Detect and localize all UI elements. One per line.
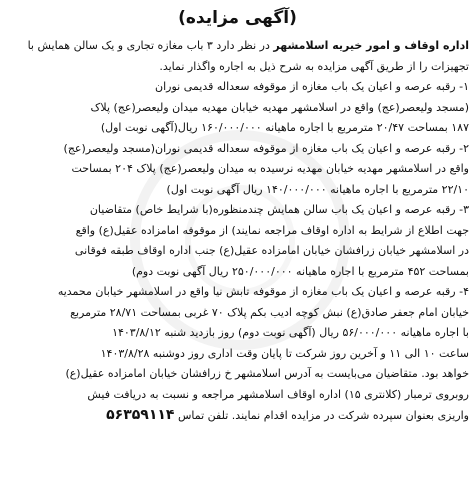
item-3-line-1: ۳- رقبه عرصه و اعیان یک باب سالن همایش چندمنظوره(با شرایط خاص) متقاضیان (89, 203, 469, 216)
item-4-line-5: خواهد بود. متقاضیان می‌بایست به آدرس اسلامشهر خ زرافشان خیابان امامزاده عقیل(ع) (65, 367, 469, 380)
item-2-line-1: ۲- رقبه عرصه و اعیان یک باب مغازه از موقوفه سعداله قدیمی نوران(مسجد ولیعصر(عج) (63, 141, 469, 155)
item-1-line-3: ۱۸۷ بمساحت ۲۰/۴۷ مترمربع با اجاره ماهیانه ۱۶۰/۰۰۰/۰۰۰ ریال(آگهی نوبت اول) (100, 121, 469, 134)
item-3-line-4: بمساحت ۴۵۲ مترمربع با اجاره ماهیانه ۲۵۰/۰۰۰/۰۰۰ ریال آگهی نوبت دوم) (131, 264, 469, 278)
item-4-line-2: خیابان امام جعفر صادق(ع) نبش کوچه ادیب بکم پلاک ۷۰ غربی بمساحت ۲۸/۷۱ مترمربع (70, 305, 469, 319)
organization-name: اداره اوقاف و امور خیریه اسلامشهر (273, 39, 469, 52)
item-4-line-6: روبروی ترمبار (کلانتری ۱۵) اداره اوقاف اسلامشهر مراجعه و نسبت به دریافت فیش (87, 387, 469, 401)
item-3-line-2: جهت اطلاع از شرایط به اداره اوقاف مراجعه نمایند) از موقوفه امامزاده عقیل(ع) واقع (75, 223, 469, 237)
item-2-line-3: ۲۲/۱۰ مترمربع با اجاره ماهیانه ۱۴۰/۰۰۰/۰۰۰ ریال آگهی نوبت اول) (166, 182, 469, 196)
intro-line-2: تجهیزات را از طریق آگهی مزایده به شرح ذیل به اجاره واگذار نماید. (159, 59, 469, 73)
intro-line-1 (6, 36, 469, 57)
phone-number: ۵۶۳۵۹۱۱۴ (106, 407, 175, 423)
item-4-line-3: با اجاره ماهیانه ۵۶/۰۰۰/۰۰۰ ریال (آگهی نوبت دوم) روز بازدید شنبه ۱۴۰۳/۸/۱۲ (112, 326, 469, 339)
item-1-line-2: (مسجد ولیعصر(عج) واقع در اسلامشهر مهدیه خیابان مهدیه میدان ولیعصر(عج) پلاک (90, 100, 469, 114)
item-3-line-3: در اسلامشهر خیابان زرافشان خیابان امامزاده عقیل(ع) جنب اداره اوقاف طبقه فوقانی (74, 244, 469, 257)
notice-body (6, 36, 469, 427)
item-4-line-1: ۴- رقبه عرصه و اعیان یک باب مغازه از موقوفه تابش نیا واقع در اسلامشهر خیابان محمدیه (57, 285, 469, 298)
footer-line (6, 405, 469, 427)
item-2-line-2: واقع در اسلامشهر مهدیه خیابان مهدیه نرسیده به میدان ولیعصر(عج) پلاک ۲۰۴ بمساحت (71, 162, 469, 175)
item-1-line-1: ۱- رقبه عرصه و اعیان یک باب مغازه از موقوفه سعداله قدیمی نوران (155, 80, 469, 93)
intro-line-1-rest: در نظر دارد ۳ باب مغازه تجاری و یک سالن همایش با (27, 39, 274, 52)
item-4-line-4: ساعت ۱۰ الی ۱۱ و آخرین روز شرکت تا پایان وقت اداری روز دوشنبه ۱۴۰۳/۸/۲۸ (100, 346, 469, 360)
notice-title: (آگهی مزایده) (178, 8, 297, 28)
footer-text: واریزی بعنوان سپرده شرکت در مزایده اقدام نمایند. تلفن تماس (174, 409, 469, 422)
